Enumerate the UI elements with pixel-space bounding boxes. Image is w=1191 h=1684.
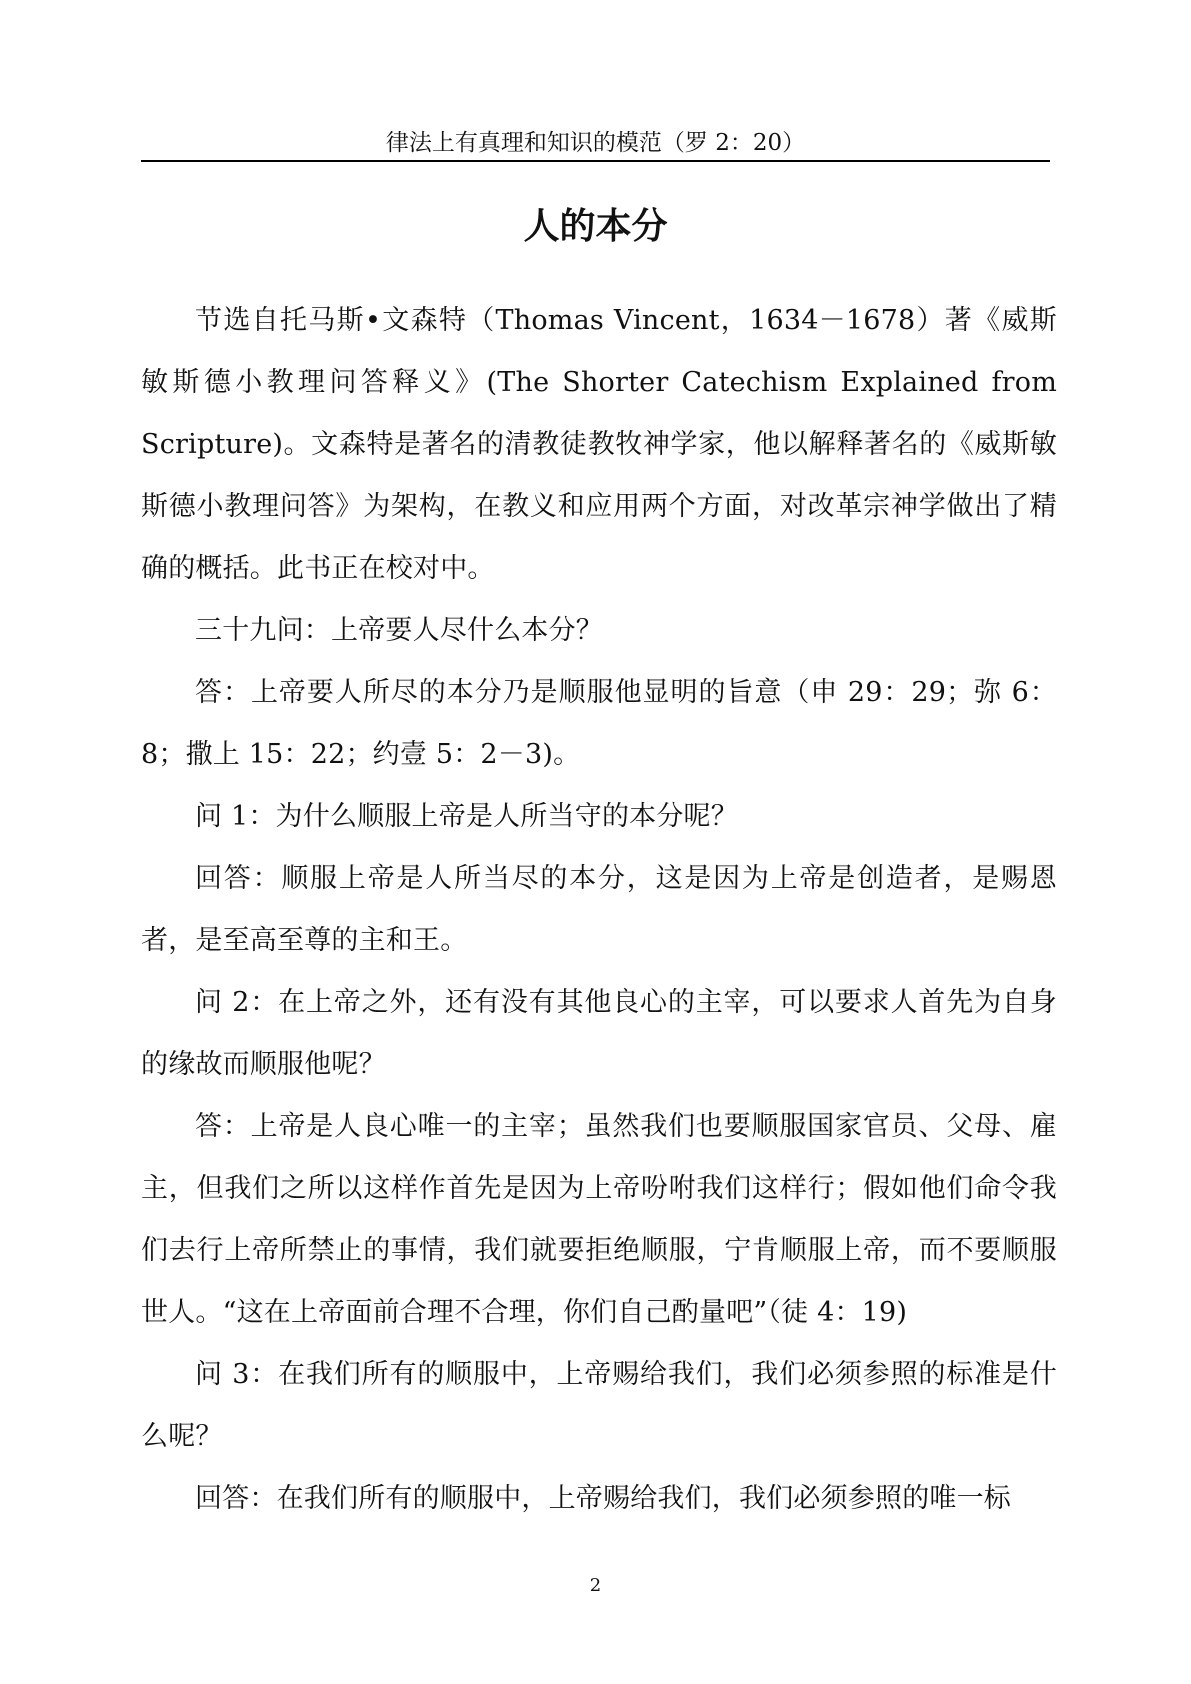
question-2: 问 2：在上帝之外，还有没有其他良心的主宰，可以要求人首先为自身的缘故而顺服他呢？	[141, 987, 1057, 1080]
intro-paragraph: 节选自托马斯•文森特（Thomas Vincent，1634－1678）著《威斯敏斯德小教理问答释义》(The Shorter Catechism Explained from Scripture)。文森特是著名的清教徒教牧神学家，他以解释著名的《威斯敏斯德小教理问答》为架构，在教义和应用两个方面，对改革宗神学做出了精确的概括。此书正在校对中。	[141, 305, 1057, 584]
page-number: 2	[589, 1575, 602, 1596]
question-39: 三十九问：上帝要人尽什么本分？	[195, 615, 603, 646]
answer-39: 答：上帝要人所尽的本分乃是顺服他显明的旨意（申 29：29；弥 6：8；撒上 15：22；约壹 5：2－3)。	[141, 677, 1057, 770]
running-header: 律法上有真理和知识的模范（罗 2：20）	[141, 128, 1050, 162]
question-3: 问 3：在我们所有的顺服中，上帝赐给我们，我们必须参照的标准是什么呢？	[141, 1359, 1057, 1452]
body-text	[141, 290, 1057, 1530]
page-title: 人的本分	[523, 205, 668, 247]
answer-2: 答：上帝是人良心唯一的主宰；虽然我们也要顺服国家官员、父母、雇主，但我们之所以这样作首先是因为上帝吩咐我们这样行；假如他们命令我们去行上帝所禁止的事情，我们就要拒绝顺服，宁肯顺服上帝，而不要顺服世人。“这在上帝面前合理不合理，你们自己酌量吧”（徒 4：19)	[141, 1111, 1057, 1328]
question-1: 问 1：为什么顺服上帝是人所当守的本分呢？	[195, 801, 738, 832]
answer-1: 回答：顺服上帝是人所当尽的本分，这是因为上帝是创造者，是赐恩者，是至高至尊的主和王。	[141, 863, 1057, 956]
answer-3: 回答：在我们所有的顺服中，上帝赐给我们，我们必须参照的唯一标	[195, 1483, 1011, 1514]
